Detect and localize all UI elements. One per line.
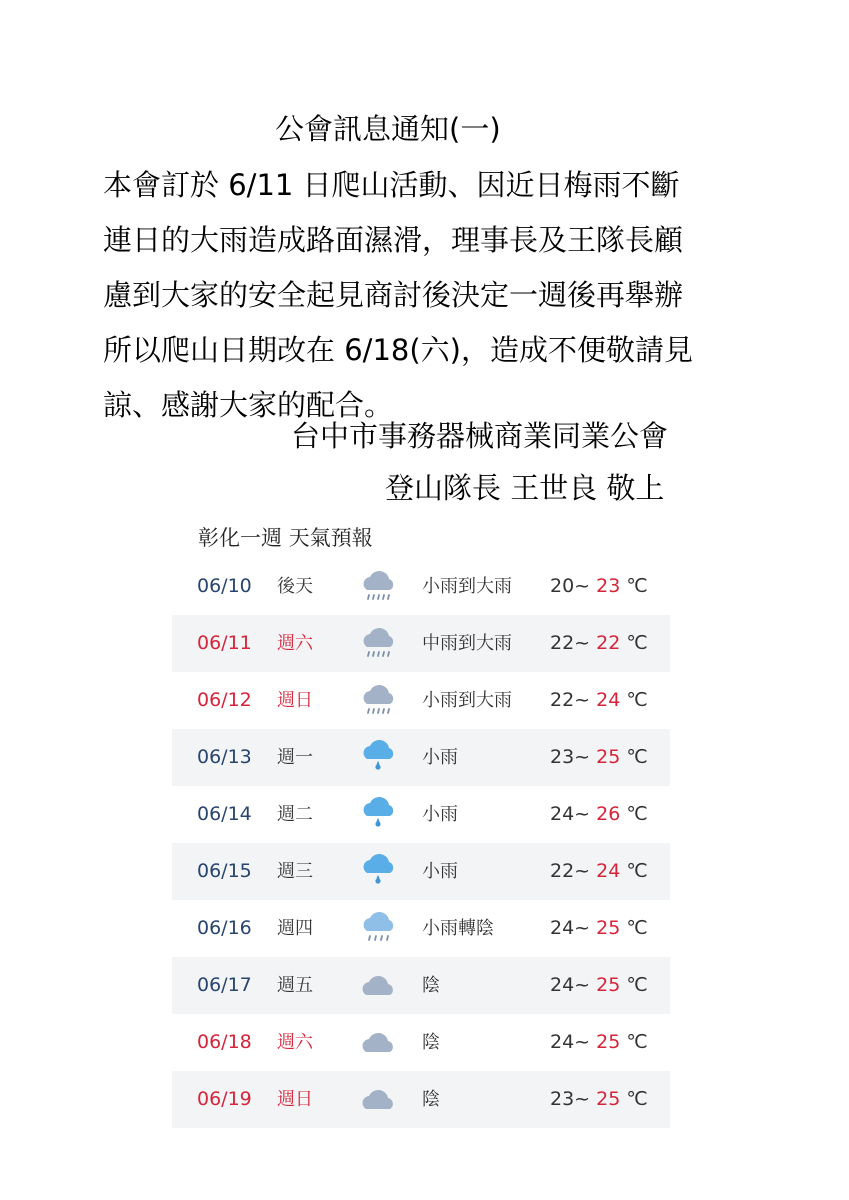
temp-unit: ℃ [620, 632, 648, 654]
weather-description: 小雨 [422, 861, 458, 882]
temp-high: 25 [596, 917, 621, 939]
temp-low: 23~ [550, 1088, 597, 1110]
weather-day: 週二 [277, 804, 313, 825]
temp-high: 24 [596, 860, 621, 882]
weather-row [172, 558, 670, 615]
weather-row [172, 672, 670, 729]
weather-date: 06/17 [197, 974, 252, 996]
weather-row [172, 615, 670, 672]
temp-unit: ℃ [620, 917, 648, 939]
weather-temperature [550, 900, 648, 957]
cloud-icon [358, 1014, 402, 1071]
weather-description: 小雨 [422, 804, 458, 825]
temp-low: 23~ [550, 746, 597, 768]
weather-day: 週日 [277, 1089, 313, 1110]
light-rain-cloud-icon [358, 900, 402, 957]
weather-date: 06/13 [197, 746, 252, 768]
temp-low: 24~ [550, 803, 597, 825]
notice-body [103, 158, 743, 433]
weather-day: 週一 [277, 747, 313, 768]
weather-description: 小雨到大雨 [422, 690, 512, 711]
notice-title: 公會訊息通知(一) [275, 112, 501, 146]
cloud-icon [358, 1071, 402, 1128]
weather-date: 06/14 [197, 803, 252, 825]
weather-day: 週五 [277, 975, 313, 996]
weather-date: 06/16 [197, 917, 252, 939]
temp-high: 26 [596, 803, 621, 825]
temp-high: 25 [596, 1031, 621, 1053]
weather-day: 週三 [277, 861, 313, 882]
notice-line: 諒、感謝大家的配合。 [103, 388, 394, 422]
weather-temperature [550, 1071, 648, 1128]
weather-row [172, 1071, 670, 1128]
weather-description: 小雨到大雨 [422, 576, 512, 597]
temp-low: 24~ [550, 1031, 597, 1053]
weather-day: 週日 [277, 690, 313, 711]
temp-unit: ℃ [620, 746, 648, 768]
weather-forecast-table [172, 558, 670, 1128]
weather-temperature [550, 672, 648, 729]
rain-drop-cloud-icon [358, 786, 402, 843]
weather-date: 06/11 [197, 632, 252, 654]
weather-row [172, 729, 670, 786]
weather-description: 陰 [422, 1089, 440, 1110]
weather-temperature [550, 615, 648, 672]
temp-high: 24 [596, 689, 621, 711]
notice-line: 本會訂於 6/11 日爬山活動、因近日梅雨不斷 [103, 168, 680, 202]
weather-description: 小雨 [422, 747, 458, 768]
weather-day: 週四 [277, 918, 313, 939]
weather-temperature [550, 558, 648, 615]
temp-unit: ℃ [620, 974, 648, 996]
weather-date: 06/12 [197, 689, 252, 711]
weather-row [172, 900, 670, 957]
cloud-icon [358, 957, 402, 1014]
weather-row [172, 843, 670, 900]
signature-organization: 台中市事務器械商業同業公會 [291, 419, 669, 453]
temp-unit: ℃ [620, 575, 648, 597]
weather-row [172, 957, 670, 1014]
weather-date: 06/15 [197, 860, 252, 882]
weather-title: 彰化一週 天氣預報 [198, 526, 373, 550]
temp-low: 22~ [550, 689, 597, 711]
temp-high: 23 [596, 575, 621, 597]
weather-temperature [550, 843, 648, 900]
temp-low: 24~ [550, 917, 597, 939]
weather-temperature [550, 1014, 648, 1071]
notice-line: 慮到大家的安全起見商討後決定一週後再舉辦 [103, 278, 684, 312]
temp-high: 25 [596, 746, 621, 768]
temp-low: 22~ [550, 632, 597, 654]
weather-temperature [550, 957, 648, 1014]
weather-temperature [550, 786, 648, 843]
temp-low: 20~ [550, 575, 597, 597]
temp-unit: ℃ [620, 860, 648, 882]
notice-line: 所以爬山日期改在 6/18(六)，造成不便敬請見 [103, 333, 693, 367]
heavy-rain-cloud-icon [358, 615, 402, 672]
weather-date: 06/19 [197, 1088, 252, 1110]
temp-high: 22 [596, 632, 621, 654]
weather-description: 小雨轉陰 [422, 918, 494, 939]
weather-description: 陰 [422, 1032, 440, 1053]
weather-description: 陰 [422, 975, 440, 996]
weather-row [172, 786, 670, 843]
weather-date: 06/10 [197, 575, 252, 597]
weather-temperature [550, 729, 648, 786]
weather-day: 後天 [277, 576, 313, 597]
temp-high: 25 [596, 1088, 621, 1110]
weather-day: 週六 [277, 633, 313, 654]
temp-unit: ℃ [620, 1088, 648, 1110]
temp-unit: ℃ [620, 689, 648, 711]
signature-person: 登山隊長 王世良 敬上 [385, 471, 665, 505]
temp-high: 25 [596, 974, 621, 996]
heavy-rain-cloud-icon [358, 558, 402, 615]
weather-date: 06/18 [197, 1031, 252, 1053]
notice-line: 連日的大雨造成路面濕滑，理事長及王隊長顧 [103, 223, 684, 257]
rain-drop-cloud-icon [358, 843, 402, 900]
weather-day: 週六 [277, 1032, 313, 1053]
temp-low: 24~ [550, 974, 597, 996]
temp-unit: ℃ [620, 803, 648, 825]
rain-drop-cloud-icon [358, 729, 402, 786]
temp-unit: ℃ [620, 1031, 648, 1053]
weather-row [172, 1014, 670, 1071]
weather-description: 中雨到大雨 [422, 633, 512, 654]
heavy-rain-cloud-icon [358, 672, 402, 729]
temp-low: 22~ [550, 860, 597, 882]
